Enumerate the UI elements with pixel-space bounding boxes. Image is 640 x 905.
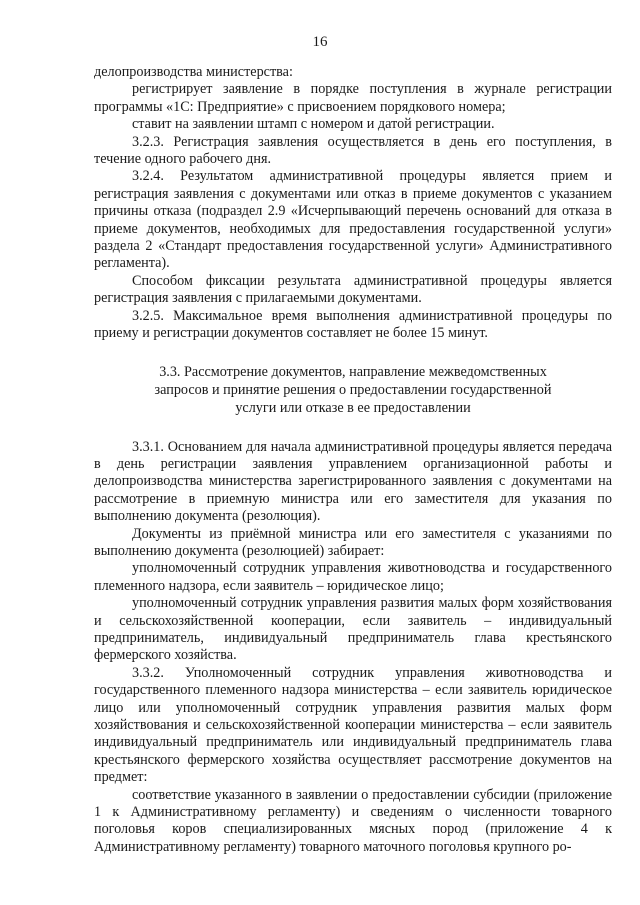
paragraph: уполномоченный сотрудник управления развития малых форм хозяйствования и сельскохозяйственной кооперации, если заявитель – индивидуальный предприниматель, индивидуальный предприниматель глава крестьянского фермерского хозяйства. bbox=[94, 595, 612, 664]
paragraph: регистрирует заявление в порядке поступления в журнале регистрации программы «1С: Предприятие» с присвоением порядкового номера; bbox=[94, 81, 612, 115]
paragraph: 3.2.4. Результатом административной процедуры является прием и регистрация заявления с документами или отказ в приеме документов с указанием причины отказа (подраздел 2.9 «Исчерпывающий перечень оснований для отказа в приеме документов, необходимых для предоставления государственной услуги» раздела 2 «Стандарт предоставления государственной услуги» Административного регламента). bbox=[94, 168, 612, 272]
paragraph: уполномоченный сотрудник управления животноводства и государственного племенного надзора, если заявитель – юридическое лицо; bbox=[94, 560, 612, 594]
section-heading-line: запросов и принятие решения о предоставлении государственной bbox=[154, 381, 552, 398]
paragraph: 3.2.5. Максимальное время выполнения административной процедуры по приему и регистрации документов составляет не более 15 минут. bbox=[94, 307, 612, 342]
section-heading bbox=[94, 363, 612, 417]
paragraph: делопроизводства министерства: bbox=[94, 64, 293, 80]
paragraph: ставит на заявлении штамп с номером и датой регистрации. bbox=[132, 116, 495, 133]
paragraph: соответствие указанного в заявлении о предоставлении субсидии (приложение 1 к Административному регламенту) и сведениям о численности товарного поголовья коров специализированных мясных пород (приложение 4 к Административному регламенту) товарного маточного поголовья крупного ро- bbox=[94, 786, 612, 855]
paragraphs-top bbox=[94, 64, 612, 343]
paragraph: 3.3.2. Уполномоченный сотрудник управления животноводства и государственного племенного надзора министерства – если заявитель юридическое лицо или уполномоченный сотрудник управления развития малых форм хозяйствования и сельскохозяйственной кооперации министерства – если заявитель индивидуальный предприниматель или индивидуальный предприниматель глава крестьянского фермерского хозяйства осуществляет рассмотрение документов на предмет: bbox=[94, 664, 612, 786]
paragraphs-bottom bbox=[94, 439, 612, 857]
paragraph: Документы из приёмной министра или его заместителя с указаниями по выполнению документа (резолюцией) забирает: bbox=[94, 525, 612, 559]
section-heading-line: услуги или отказе в ее предоставлении bbox=[235, 399, 471, 416]
paragraph: Способом фиксации результата административной процедуры является регистрация заявления с прилагаемыми документами. bbox=[94, 272, 612, 307]
section-heading-line: 3.3. Рассмотрение документов, направление межведомственных bbox=[159, 363, 547, 380]
document-body bbox=[94, 64, 612, 856]
page-number: 16 bbox=[312, 34, 328, 50]
paragraph: 3.3.1. Основанием для начала административной процедуры является передача в день регистрации заявления управлением организационной работы и делопроизводства министерства зарегистрированного заявления с документами на рассмотрение в приемную министра или его заместителя для указания по выполнению документа (резолюция). bbox=[94, 438, 612, 525]
paragraph: 3.2.3. Регистрация заявления осуществляется в день его поступления, в течение одного рабочего дня. bbox=[94, 133, 612, 168]
